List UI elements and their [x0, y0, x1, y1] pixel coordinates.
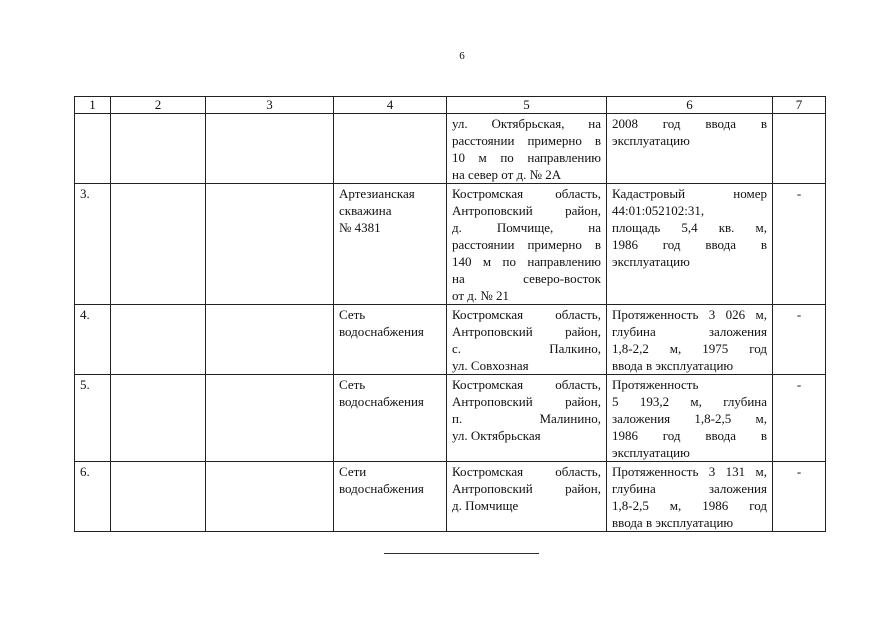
cell-object-name [334, 375, 447, 462]
cell-col7: - [773, 184, 826, 305]
cell-col2 [111, 184, 206, 305]
characteristics-line: 44:01:052102:31, [612, 203, 705, 218]
characteristics-line: Кадастровый номер [612, 186, 767, 201]
characteristics-line: 2008 год ввода в [612, 116, 767, 131]
cell-characteristics [607, 114, 773, 184]
cell-col3 [206, 462, 334, 532]
table-body [75, 114, 826, 532]
address-line: д. Помчище [452, 498, 519, 513]
cell-col2 [111, 114, 206, 184]
characteristics-line: ввода в эксплуатацию [612, 515, 734, 530]
address-line: Антроповский район, [452, 481, 601, 496]
characteristics-line: эксплуатацию [612, 133, 690, 148]
cell-object-name [334, 305, 447, 375]
cell-col3 [206, 184, 334, 305]
address-line: ул. Октябрьская, на [452, 116, 601, 131]
cell-col2 [111, 462, 206, 532]
cell-col7 [773, 114, 826, 184]
cell-col2 [111, 305, 206, 375]
cell-address [447, 184, 607, 305]
object-name-line: скважина [339, 203, 392, 218]
characteristics-line: глубина заложения [612, 324, 767, 339]
address-line: расстоянии примерно в [452, 133, 601, 148]
table-row [75, 305, 826, 375]
object-name-line: Сеть [339, 307, 366, 322]
characteristics-line: эксплуатацию [612, 445, 690, 460]
cell-number: 4. [75, 305, 111, 375]
col-header-1: 1 [75, 97, 111, 114]
address-line: с. Палкино, [452, 341, 601, 356]
characteristics-line: ввода в эксплуатацию [612, 358, 734, 373]
address-line: Костромская область, [452, 464, 601, 479]
cell-address [447, 462, 607, 532]
col-header-3: 3 [206, 97, 334, 114]
address-line: п. Малинино, [452, 411, 601, 426]
address-line: Костромская область, [452, 377, 601, 392]
cell-col7: - [773, 305, 826, 375]
table-row [75, 462, 826, 532]
address-line: 140 м по направлению [452, 254, 601, 269]
cell-number: 3. [75, 184, 111, 305]
cell-object-name [334, 462, 447, 532]
col-header-7: 7 [773, 97, 826, 114]
table-row [75, 184, 826, 305]
object-name-line: Сети [339, 464, 367, 479]
characteristics-line: Протяженность 3 131 м, [612, 464, 767, 479]
col-header-6: 6 [607, 97, 773, 114]
address-line: Антроповский район, [452, 324, 601, 339]
address-line: д. Помчище, на [452, 220, 601, 235]
characteristics-line: 5 193,2 м, глубина [612, 394, 767, 409]
address-line: на северо-восток [452, 271, 601, 286]
cell-col2 [111, 375, 206, 462]
cell-number [75, 114, 111, 184]
cell-address [447, 114, 607, 184]
address-line: на север от д. № 2А [452, 167, 562, 182]
col-header-5: 5 [447, 97, 607, 114]
object-name-line: водоснабжения [339, 324, 424, 339]
address-line: Антроповский район, [452, 394, 601, 409]
cell-address [447, 305, 607, 375]
address-line: расстоянии примерно в [452, 237, 601, 252]
col-header-2: 2 [111, 97, 206, 114]
cell-characteristics [607, 375, 773, 462]
cell-object-name [334, 184, 447, 305]
page-number: 6 [459, 50, 465, 62]
characteristics-line: 1986 год ввода в [612, 237, 767, 252]
header-row [75, 97, 826, 114]
object-name-line: водоснабжения [339, 481, 424, 496]
object-name-line: водоснабжения [339, 394, 424, 409]
cell-col3 [206, 305, 334, 375]
address-line: ул. Совхозная [452, 358, 529, 373]
characteristics-line: площадь 5,4 кв. м, [612, 220, 767, 235]
cell-object-name [334, 114, 447, 184]
characteristics-line: заложения 1,8-2,5 м, [612, 411, 767, 426]
characteristics-line: 1,8-2,5 м, 1986 год [612, 498, 767, 513]
register-table [74, 96, 826, 532]
address-line: от д. № 21 [452, 288, 510, 303]
object-name-line: № 4381 [339, 220, 381, 235]
cell-address [447, 375, 607, 462]
address-line: ул. Октябрьская [452, 428, 541, 443]
cell-col3 [206, 375, 334, 462]
table-row [75, 114, 826, 184]
characteristics-line: эксплуатацию [612, 254, 690, 269]
address-line: Антроповский район, [452, 203, 601, 218]
cell-col3 [206, 114, 334, 184]
cell-number: 6. [75, 462, 111, 532]
cell-col7: - [773, 462, 826, 532]
cell-characteristics [607, 462, 773, 532]
characteristics-line: Протяженность [612, 377, 699, 392]
address-line: Костромская область, [452, 186, 601, 201]
address-line: 10 м по направлению [452, 150, 601, 165]
characteristics-line: 1,8-2,2 м, 1975 год [612, 341, 767, 356]
address-line: Костромская область, [452, 307, 601, 322]
characteristics-line: глубина заложения [612, 481, 767, 496]
col-header-4: 4 [334, 97, 447, 114]
table-row [75, 375, 826, 462]
cell-number: 5. [75, 375, 111, 462]
characteristics-line: Протяженность 3 026 м, [612, 307, 767, 322]
footer-rule [384, 553, 539, 554]
object-name-line: Артезианская [339, 186, 415, 201]
characteristics-line: 1986 год ввода в [612, 428, 767, 443]
object-name-line: Сеть [339, 377, 366, 392]
cell-col7: - [773, 375, 826, 462]
cell-characteristics [607, 184, 773, 305]
cell-characteristics [607, 305, 773, 375]
